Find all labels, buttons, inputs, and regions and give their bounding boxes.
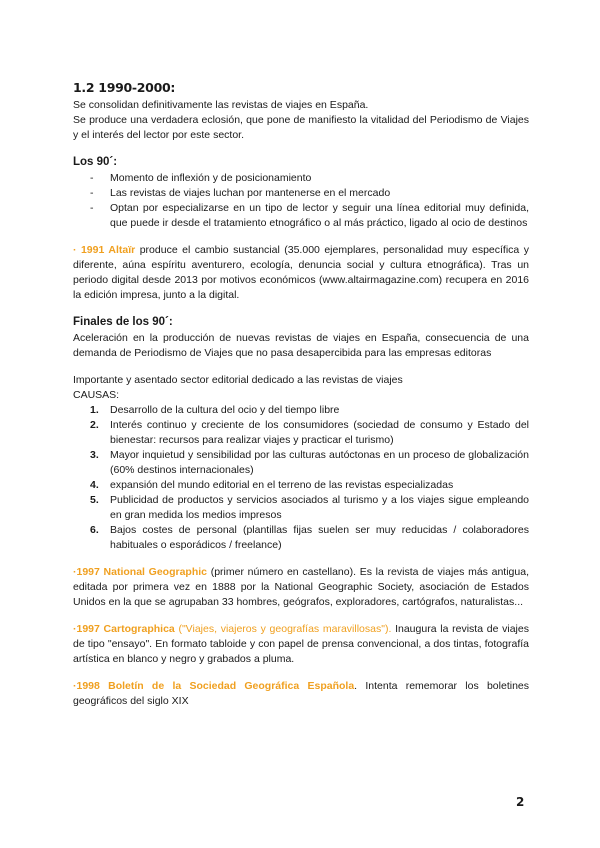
natgeo-highlight: ·1997 National Geographic bbox=[73, 566, 208, 578]
list-item: - Momento de inflexión y de posicionamiento bbox=[90, 172, 312, 184]
boletin-highlight: ·1998 Boletín de la Sociedad Geográfica Española bbox=[73, 680, 355, 692]
intro-line-2: Se produce una verdadera eclosión, que pone de manifiesto la vitalidad del Periodismo de Viajes y el interés del lector por este sector. bbox=[73, 114, 529, 141]
cartographica-subtitle: ("Viajes, viajeros y geografías maravillosas"). bbox=[174, 623, 392, 635]
section-title: 1.2 1990-2000: bbox=[73, 80, 176, 95]
list-item: 2. Interés continuo y creciente de los consumidores (sociedad de consumo y Estado del bienestar: recursos para realizar viajes y practicar el turismo) bbox=[90, 419, 529, 446]
list-item: - Optan por especializarse en un tipo de lector y seguir una línea editorial muy definida, que puede ir desde el tratamiento etnográfico o al más práctico, ligado al ocio de destinos bbox=[90, 202, 529, 229]
altair-highlight: · 1991 Altaïr bbox=[73, 244, 136, 256]
boletin-paragraph bbox=[73, 679, 529, 709]
list-item: - Las revistas de viajes luchan por mantenerse en el mercado bbox=[90, 187, 391, 199]
los90-list bbox=[73, 171, 529, 231]
cartographica-highlight: ·1997 Cartographica bbox=[73, 623, 175, 635]
list-item: 4. expansión del mundo editorial en el terreno de las revistas especializadas bbox=[90, 479, 454, 491]
causas-label: CAUSAS: bbox=[73, 389, 120, 401]
intro-line-1: Se consolidan definitivamente las revistas de viajes en España. bbox=[73, 99, 369, 111]
list-item: 5. Publicidad de productos y servicios asociados al turismo y a los viajes sigue empleando en gran medida los medios impresos bbox=[90, 494, 529, 521]
finales-text: Aceleración en la producción de nuevas revistas de viajes en España, consecuencia de una demanda de Periodismo de Viajes que no pasa desapercibida para las empresas editoras bbox=[73, 332, 529, 359]
altair-text: produce el cambio sustancial (35.000 ejemplares, personalidad muy específica y diferente, aúna espíritu aventurero, ecología, denuncia social y cultura etnográfica). Tras un periodo digital desde 2013 por motivos económicos (www.altairmagazine.com) recupera en 2016 la edición impresa, junto a la digital. bbox=[73, 244, 529, 301]
cartographica-paragraph bbox=[73, 622, 529, 667]
altair-paragraph bbox=[73, 243, 529, 303]
cartographica-text: Inaugura la revista de viajes de tipo "ensayo". En formato tabloide y con papel de prensa convencional, a dos tintas, fotografía artística en blanco y negro y grabados a pluma. bbox=[73, 623, 529, 665]
causas-intro: Importante y asentado sector editorial dedicado a las revistas de viajes bbox=[73, 374, 403, 386]
list-item: 1. Desarrollo de la cultura del ocio y del tiempo libre bbox=[90, 404, 340, 416]
natgeo-paragraph bbox=[73, 565, 529, 610]
natgeo-text: (primer número en castellano). Es la revista de viajes más antigua, editada por primera vez en 1888 por la National Geographic Society, asociación de Estados Unidos en la que se agrupaban 33 hombres, geógrafos, exploradores, cartógrafos, naturalistas... bbox=[73, 566, 529, 608]
los90-heading: Los 90´: bbox=[73, 156, 118, 168]
document-page bbox=[73, 80, 529, 709]
page-number: 2 bbox=[516, 795, 525, 809]
boletin-text: . Intenta rememorar los boletines geográficos del siglo XIX bbox=[73, 680, 529, 707]
list-item: 3. Mayor inquietud y sensibilidad por las culturas autóctonas en un proceso de globalización (60% destinos internacionales) bbox=[90, 449, 529, 476]
causas-list bbox=[73, 403, 529, 553]
list-item: 6. Bajos costes de personal (plantillas fijas suelen ser muy reducidas / colaboradores habituales o esporádicos / freelance) bbox=[90, 524, 529, 551]
finales-heading: Finales de los 90´: bbox=[73, 316, 173, 328]
